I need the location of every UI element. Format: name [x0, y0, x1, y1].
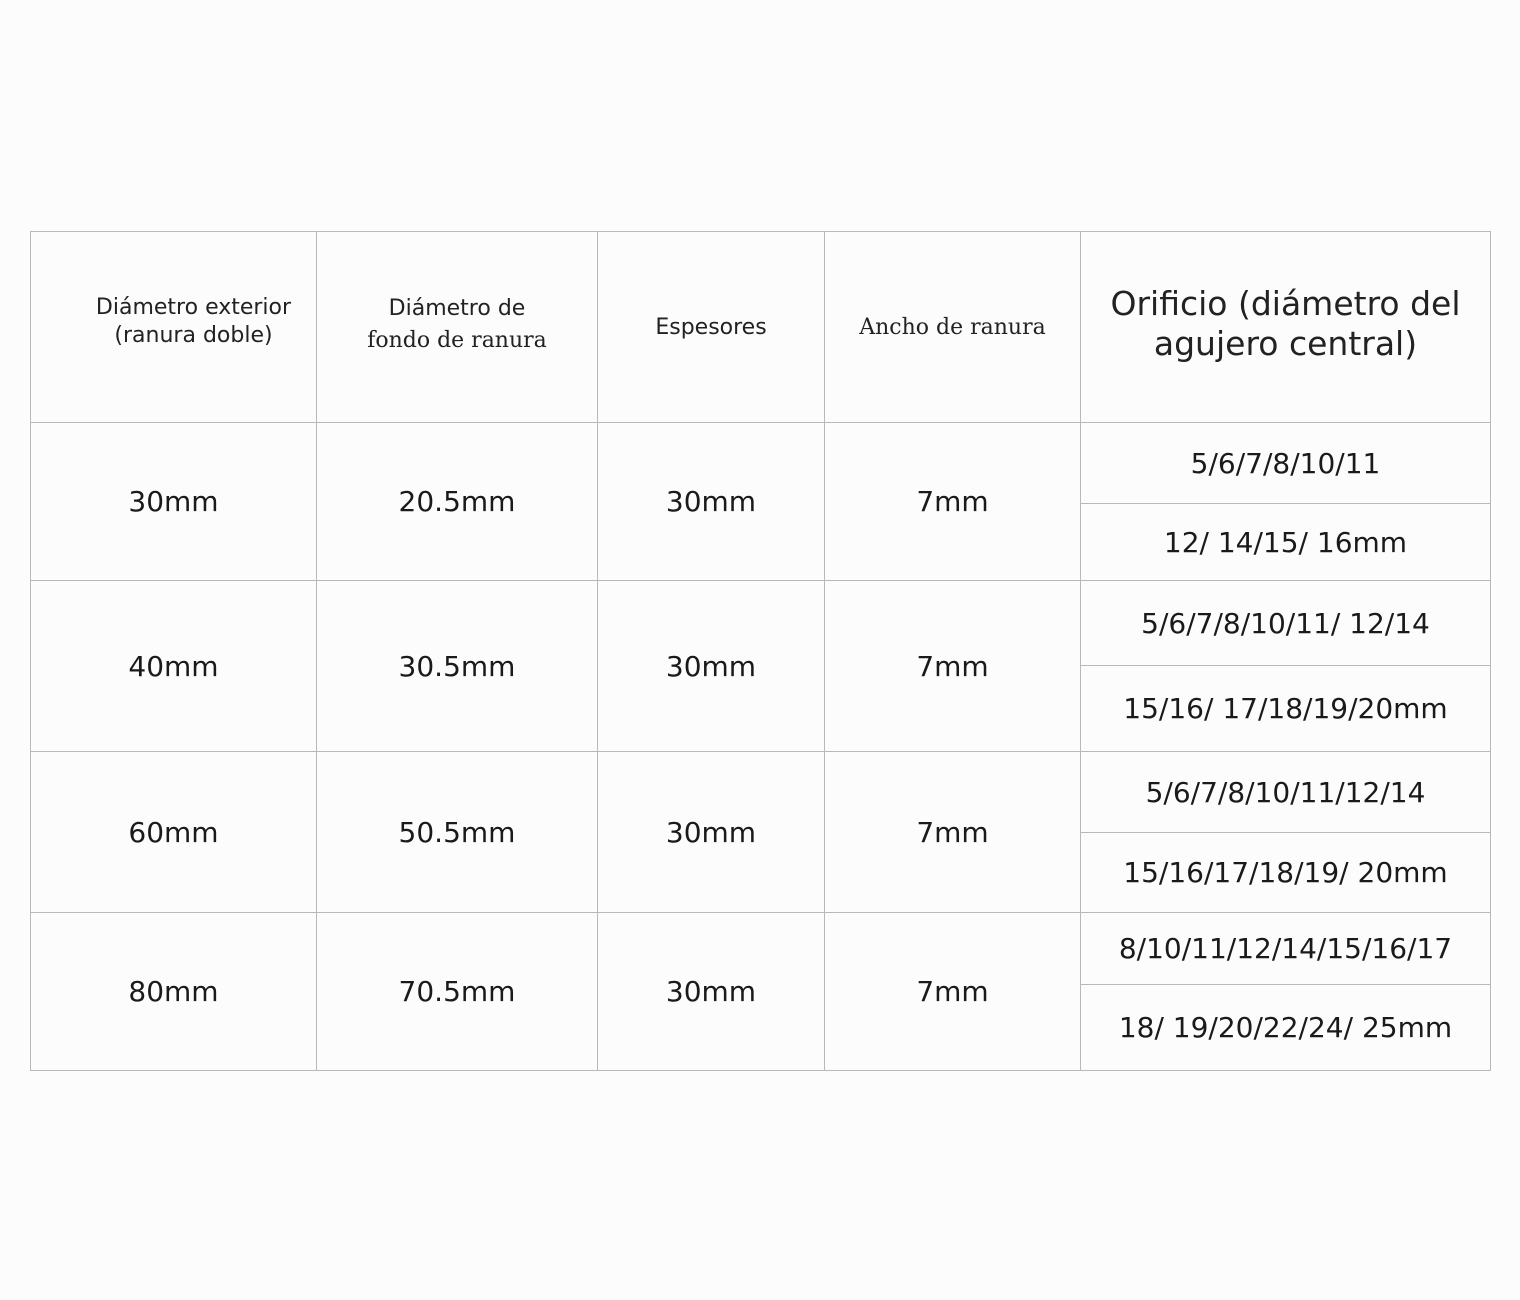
header-thickness-label: Espesores: [655, 314, 767, 340]
header-groove-width: [825, 232, 1081, 423]
header-outer-diameter-line2: (ranura doble): [114, 323, 273, 348]
header-groove-bottom-line1: Diámetro de: [388, 296, 526, 321]
outer-diameter-cell: 40mm: [31, 581, 317, 752]
header-groove-bottom-line2: fondo de ranura: [367, 328, 547, 353]
header-bore: [1081, 232, 1491, 423]
bore-options-cell: 5/6/7/8/10/11/12/14: [1081, 752, 1491, 833]
header-groove-bottom-diameter: [317, 232, 598, 423]
bore-options-cell: 15/16/ 17/18/19/20mm: [1081, 666, 1491, 752]
groove-bottom-diameter-cell: 70.5mm: [317, 913, 598, 1071]
header-bore-line1: Orificio (diámetro del: [1110, 284, 1461, 323]
bore-options-cell: 5/6/7/8/10/11/ 12/14: [1081, 581, 1491, 666]
outer-diameter-cell: 30mm: [31, 423, 317, 581]
groove-bottom-diameter-cell: 20.5mm: [317, 423, 598, 581]
bore-options-cell: 15/16/17/18/19/ 20mm: [1081, 833, 1491, 913]
header-outer-diameter-line1: Diámetro exterior: [95, 295, 292, 320]
bore-options-cell: 5/6/7/8/10/11: [1081, 423, 1491, 504]
bore-options-cell: 18/ 19/20/22/24/ 25mm: [1081, 985, 1491, 1071]
table-row: [31, 581, 1491, 666]
groove-bottom-diameter-cell: 30.5mm: [317, 581, 598, 752]
groove-width-cell: 7mm: [825, 423, 1081, 581]
outer-diameter-cell: 60mm: [31, 752, 317, 913]
header-groove-width-label: Ancho de ranura: [859, 314, 1046, 340]
bore-options-cell: 8/10/11/12/14/15/16/17: [1081, 913, 1491, 985]
table-row: [31, 913, 1491, 985]
thickness-cell: 30mm: [598, 581, 825, 752]
header-bore-line2: agujero central): [1153, 324, 1418, 363]
thickness-cell: 30mm: [598, 752, 825, 913]
groove-bottom-diameter-cell: 50.5mm: [317, 752, 598, 913]
groove-width-cell: 7mm: [825, 913, 1081, 1071]
header-outer-diameter: [31, 232, 317, 423]
thickness-cell: 30mm: [598, 423, 825, 581]
bore-options-cell: 12/ 14/15/ 16mm: [1081, 504, 1491, 581]
spec-table: [30, 231, 1491, 1071]
outer-diameter-cell: 80mm: [31, 913, 317, 1071]
table-row: [31, 752, 1491, 833]
groove-width-cell: 7mm: [825, 752, 1081, 913]
thickness-cell: 30mm: [598, 913, 825, 1071]
groove-width-cell: 7mm: [825, 581, 1081, 752]
header-row: [31, 232, 1491, 423]
header-thickness: [598, 232, 825, 423]
table-row: [31, 423, 1491, 504]
